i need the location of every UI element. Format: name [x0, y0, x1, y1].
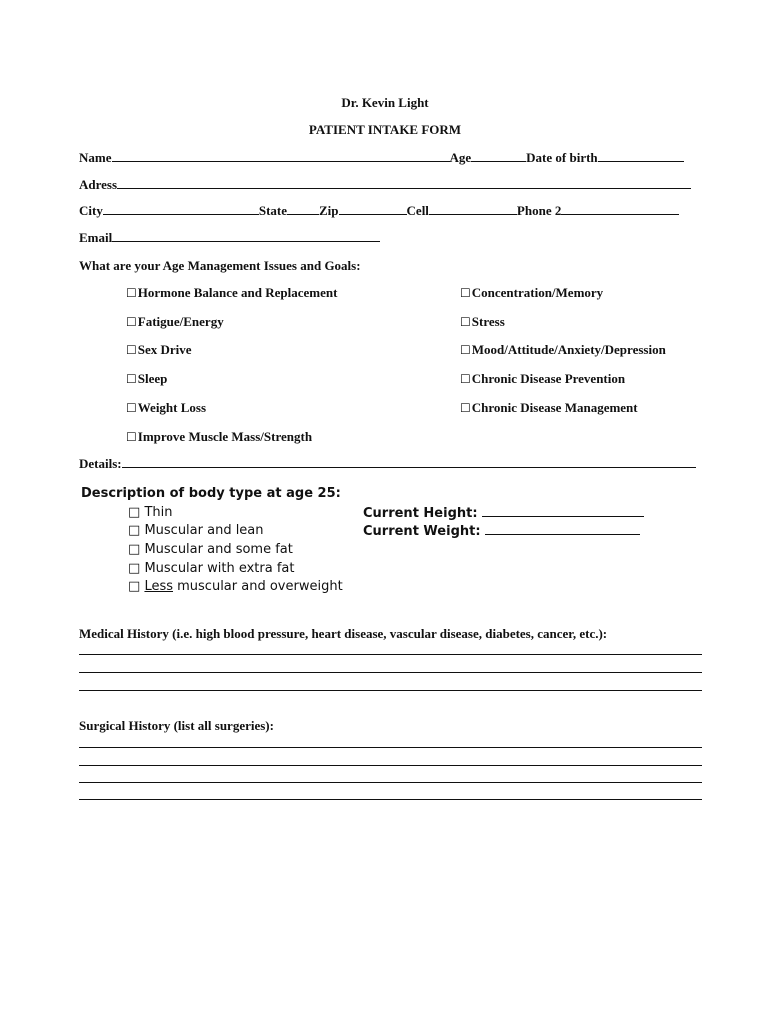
body-type-option-some-fat[interactable]: □ Muscular and some fat [128, 542, 293, 557]
checkbox-icon[interactable]: ☐ [460, 372, 471, 386]
cell-field[interactable] [429, 203, 517, 215]
address-row [79, 177, 691, 193]
issue-option-fatigue[interactable]: ☐Fatigue/Energy [126, 314, 224, 329]
current-height-row [363, 505, 644, 521]
medical-history-line[interactable] [79, 654, 702, 655]
checkbox-icon[interactable]: ☐ [126, 286, 137, 300]
address-field[interactable] [117, 177, 691, 189]
name-label: Name [79, 150, 112, 165]
surgical-history-line[interactable] [79, 799, 702, 800]
issue-option-sex-drive[interactable]: ☐Sex Drive [126, 342, 192, 357]
city-label: City [79, 203, 103, 218]
checkbox-icon[interactable]: □ [128, 561, 141, 576]
address-label: Adress [79, 177, 118, 192]
issue-option-muscle[interactable]: ☐Improve Muscle Mass/Strength [126, 429, 313, 444]
surgical-history-line[interactable] [79, 765, 702, 766]
current-weight-field[interactable] [485, 523, 640, 535]
doctor-name: Dr. Kevin Light [341, 95, 429, 110]
issue-option-disease-management[interactable]: ☐Chronic Disease Management [460, 400, 638, 415]
state-field[interactable] [287, 203, 319, 215]
zip-field[interactable] [339, 203, 407, 215]
issue-option-sleep[interactable]: ☐Sleep [126, 371, 168, 386]
checkbox-icon[interactable]: ☐ [460, 315, 471, 329]
medical-history-line[interactable] [79, 690, 702, 691]
surgical-history-label: Surgical History (list all surgeries): [79, 718, 274, 733]
current-weight-label: Current Weight: [363, 524, 481, 539]
dob-label: Date of birth [526, 150, 598, 165]
body-type-option-overweight[interactable]: □ Less muscular and overweight [128, 579, 343, 594]
age-label: Age [449, 150, 472, 165]
checkbox-icon[interactable]: ☐ [126, 430, 137, 444]
checkbox-icon[interactable]: ☐ [126, 315, 137, 329]
checkbox-icon[interactable]: □ [128, 579, 141, 594]
checkbox-icon[interactable]: □ [128, 523, 141, 538]
age-field[interactable] [471, 150, 526, 162]
body-type-heading: Description of body type at age 25: [81, 486, 341, 501]
issue-option-concentration[interactable]: ☐Concentration/Memory [460, 285, 604, 300]
issue-option-hormone[interactable]: ☐Hormone Balance and Replacement [126, 285, 338, 300]
email-row [79, 230, 380, 246]
checkbox-icon[interactable]: □ [128, 542, 141, 557]
contact-row [79, 203, 679, 219]
checkbox-icon[interactable]: ☐ [460, 286, 471, 300]
medical-history-line[interactable] [79, 672, 702, 673]
checkbox-icon[interactable]: ☐ [460, 401, 471, 415]
checkbox-icon[interactable]: ☐ [460, 343, 471, 357]
details-label: Details: [79, 456, 122, 471]
name-row [79, 150, 684, 166]
medical-history-label: Medical History (i.e. high blood pressure, heart disease, vascular disease, diabetes, cancer, etc.): [79, 626, 608, 641]
details-field[interactable] [122, 456, 696, 468]
name-field[interactable] [112, 150, 450, 162]
city-field[interactable] [103, 203, 259, 215]
body-type-option-extra-fat[interactable]: □ Muscular with extra fat [128, 561, 295, 576]
phone2-label: Phone 2 [516, 203, 562, 218]
current-weight-row [363, 523, 640, 539]
issues-question: What are your Age Management Issues and Goals: [79, 258, 361, 273]
current-height-field[interactable] [482, 505, 644, 517]
body-type-option-thin[interactable]: □ Thin [128, 505, 173, 520]
cell-label: Cell [406, 203, 429, 218]
state-label: State [258, 203, 288, 218]
body-type-option-lean[interactable]: □ Muscular and lean [128, 523, 264, 538]
details-row [79, 456, 696, 472]
checkbox-icon[interactable]: ☐ [126, 372, 137, 386]
email-label: Email [79, 230, 113, 245]
issue-option-stress[interactable]: ☐Stress [460, 314, 505, 329]
checkbox-icon[interactable]: ☐ [126, 401, 137, 415]
checkbox-icon[interactable]: ☐ [126, 343, 137, 357]
issue-option-mood[interactable]: ☐Mood/Attitude/Anxiety/Depression [460, 342, 666, 357]
email-field[interactable] [112, 230, 380, 242]
checkbox-icon[interactable]: □ [128, 505, 141, 520]
phone2-field[interactable] [561, 203, 679, 215]
current-height-label: Current Height: [363, 506, 478, 521]
zip-label: Zip [319, 203, 339, 218]
issue-option-weight-loss[interactable]: ☐Weight Loss [126, 400, 207, 415]
dob-field[interactable] [598, 150, 684, 162]
issue-option-disease-prevention[interactable]: ☐Chronic Disease Prevention [460, 371, 626, 386]
surgical-history-line[interactable] [79, 782, 702, 783]
form-title: PATIENT INTAKE FORM [308, 122, 462, 137]
surgical-history-line[interactable] [79, 747, 702, 748]
